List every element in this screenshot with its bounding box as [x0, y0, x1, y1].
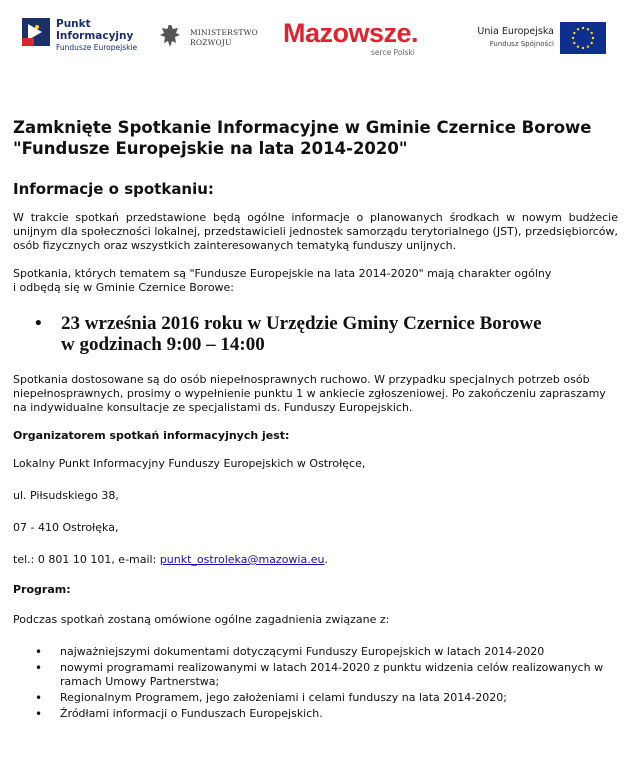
list-item: • Źródłami informacji o Funduszach Europejskich. [13, 707, 618, 721]
meeting-location-paragraph: Spotkania, których tematem są "Fundusze Europejskie na lata 2014-2020" mają charakter ogólny i odbędą się w Gminie Czernice Borowe: [13, 267, 552, 294]
program-heading: Program: [13, 583, 71, 596]
section-heading: Informacje o spotkaniu: [13, 180, 214, 198]
list-item: • nowymi programami realizowanymi w latach 2014-2020 z punktu widzenia celów realizowanych w ramach Umowy Partnerstwa; [13, 661, 618, 689]
ministry-logo-text: MINISTERSTWO ROZWOJU [190, 28, 258, 47]
organizer-heading: Organizatorem spotkań informacyjnych jest: [13, 429, 290, 442]
mazowsze-logo [283, 18, 443, 60]
list-item: • najważniejszymi dokumentami dotyczącymi Funduszy Europejskich w latach 2014-2020 [13, 645, 618, 659]
eu-flag-icon [560, 22, 606, 54]
fundusze-europejskie-logo [22, 18, 142, 60]
list-item: • Regionalnym Programem, jego założeniami i celami funduszy na lata 2014-2020; [13, 691, 618, 705]
accessibility-paragraph: Spotkania dostosowane są do osób niepełnosprawnych ruchowo. W przypadku specjalnych potrzeb osób niepełnosprawnych, prosimy o wypełnienie punktu 1 w ankiecie zgłoszeniowej. Po zakończeniu zapraszamy na indywidualne konsultacje ze specjalistami ds. Funduszy Europejskich. [13, 373, 606, 414]
ministerstwo-rozwoju-logo [158, 22, 258, 52]
intro-paragraph: W trakcie spotkań przedstawione będą ogólne informacje o planowanych środkach w nowym budżecie unijnym dla społeczności lokalnej, przedstawicieli jednostek samorządu terytorialnego (JST), przedsiębiorców, osób fizycznych oraz wszystkich zainteresowanych tematyką funduszy unijnych. [13, 211, 618, 252]
program-intro: Podczas spotkań zostaną omówione ogólne zagadnienia związane z: [13, 613, 390, 626]
email-link[interactable]: punkt_ostroleka@mazowia.eu [159, 553, 325, 566]
event-date-list [13, 313, 618, 355]
eu-logo-text: Unia Europejska Fundusz Spójności [477, 26, 554, 48]
fe-logo-text: Punkt Informacyjny Fundusze Europejskie [56, 18, 138, 52]
polish-eagle-icon [158, 22, 182, 50]
contact-line: tel.: 0 801 10 101, e-mail: punkt_ostroleka@mazowia.eu. [13, 553, 328, 566]
unia-europejska-logo [468, 22, 613, 58]
program-list [13, 645, 618, 721]
fe-star-icon [22, 18, 50, 46]
logo-banner [0, 0, 633, 70]
organizer-name: Lokalny Punkt Informacyjny Funduszy Europejskich w Ostrołęce, [13, 457, 366, 470]
page-title: Zamknięte Spotkanie Informacyjne w Gminie Czernice Borowe "Fundusze Europejskie na lata 2014-2020" [13, 118, 592, 158]
address-city: 07 - 410 Ostrołęka, [13, 521, 119, 534]
address-street: ul. Piłsudskiego 38, [13, 489, 119, 502]
article-body [13, 117, 618, 723]
mazowsze-tagline: serce Polski [371, 48, 415, 57]
mazowsze-wordmark: Mazowsze. [283, 18, 419, 48]
event-date-item: • 23 września 2016 roku w Urzędzie Gminy Czernice Borowe w godzinach 9:00 – 14:00 [13, 313, 618, 355]
